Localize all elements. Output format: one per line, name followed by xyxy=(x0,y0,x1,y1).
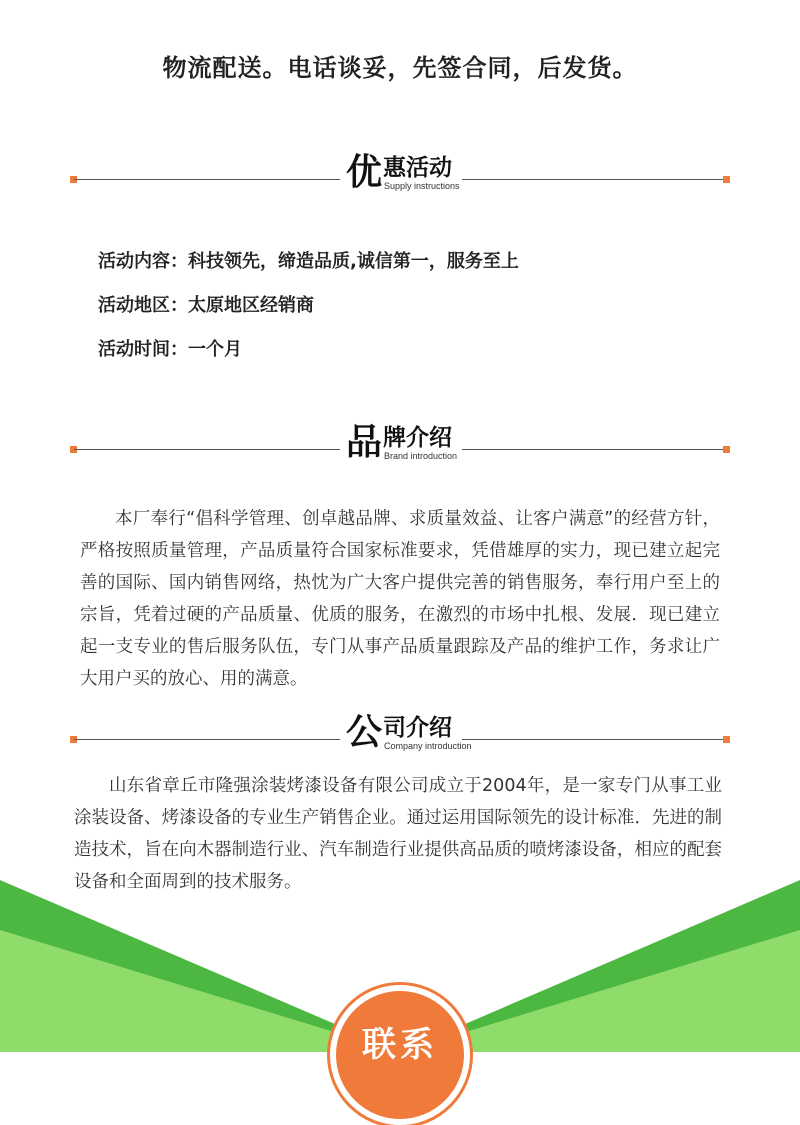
header-line-left xyxy=(74,449,340,450)
section-title-rest: 惠活动 xyxy=(383,155,452,181)
header-line-right xyxy=(462,739,726,740)
section-subtitle: Supply instructions xyxy=(384,181,460,191)
contact-button[interactable] xyxy=(330,985,470,1125)
section-title-company xyxy=(346,711,472,757)
section-header-promo xyxy=(70,152,730,199)
section-title-brand xyxy=(346,421,466,467)
company-intro-text: 山东省章丘市隆强涂装烤漆设备有限公司成立于2004年，是一家专门从事工业涂装设备、烤漆设备的专业生产销售企业。通过运用国际领先的设计标准．先进的制造技术，旨在向木器制造行业、汽车制造行业提供高品质的喷烤漆设备，相应的配套设备和全面周到的技术服务。 xyxy=(74,776,722,892)
promo-details xyxy=(98,250,519,382)
header-line-right xyxy=(462,179,726,180)
section-subtitle: Company introduction xyxy=(384,741,472,751)
brand-intro-text: 本厂奉行“倡科学管理、创卓越品牌、求质量效益、让客户满意”的经营方针，严格按照质量管理，产品质量符合国家标准要求，凭借雄厚的实力，现已建立起完善的国际、国内销售网络，热忱为广大客户提供完善的销售服务，奉行用户至上的宗旨，凭着过硬的产品质量、优质的服务，在激烈的市场中扎根、发展．现已建立起一支专业的售后服务队伍，专门从事产品质量跟踪及产品的维护工作，务求让广大用户买的放心、用的满意。 xyxy=(80,509,720,689)
section-title-promo xyxy=(346,151,466,197)
header-line-right xyxy=(462,449,726,450)
section-title-rest: 牌介绍 xyxy=(383,425,452,451)
shipping-note: 物流配送。电话谈妥，先签合同，后发货。 xyxy=(162,54,638,82)
section-subtitle: Brand introduction xyxy=(384,451,458,461)
section-header-company xyxy=(70,712,730,759)
header-dot-right xyxy=(723,736,730,743)
company-intro xyxy=(74,770,722,898)
promo-time: 活动时间：一个月 xyxy=(98,339,242,360)
header-line-left xyxy=(74,179,340,180)
section-title-big: 品 xyxy=(346,422,383,463)
promo-region: 活动地区：太原地区经销商 xyxy=(98,295,314,316)
section-title-rest: 司介绍 xyxy=(383,715,452,741)
section-header-brand xyxy=(70,422,730,469)
section-title-big: 公 xyxy=(346,712,383,753)
section-title-big: 优 xyxy=(346,152,383,193)
brand-intro xyxy=(80,503,720,695)
header-dot-right xyxy=(723,176,730,183)
contact-label: 联系 xyxy=(362,1025,438,1065)
header-line-left xyxy=(74,739,340,740)
header-dot-right xyxy=(723,446,730,453)
promo-content: 活动内容：科技领先，缔造品质,诚信第一，服务至上 xyxy=(98,251,519,272)
